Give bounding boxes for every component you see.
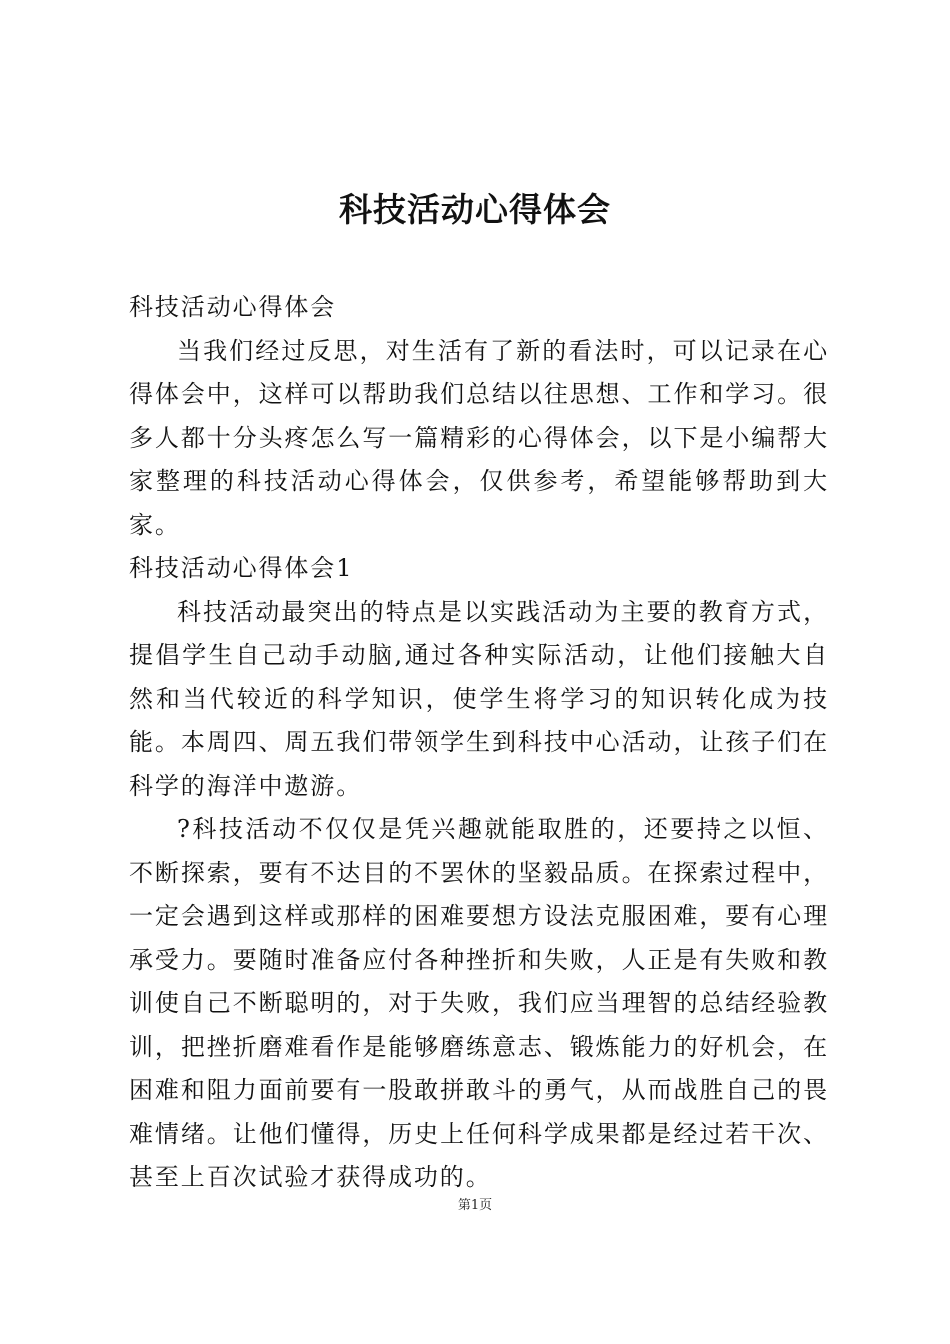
- body-heading: 科技活动心得体会: [129, 293, 337, 321]
- page-number: 第1页: [457, 1198, 493, 1213]
- body-paragraph: 科技活动最突出的特点是以实践活动为主要的教育方式，提倡学生自己动手动脑,通过各种实际活动，让他们接触大自然和当代较近的科学知识，使学生将学习的知识转化成为技能。本周四、周五我们带领学生到科技中心活动，让孩子们在科学的海洋中遨游。: [129, 597, 829, 800]
- document-title: 科技活动心得体会: [339, 190, 611, 229]
- body-paragraph: 当我们经过反思，对生活有了新的看法时，可以记录在心得体会中，这样可以帮助我们总结以往思想、工作和学习。很多人都十分头疼怎么写一篇精彩的心得体会，以下是小编帮大家整理的科技活动心得体会，仅供参考，希望能够帮助到大家。: [129, 336, 829, 539]
- section-heading: 科技活动心得体会1: [129, 554, 354, 582]
- document-body: [129, 286, 829, 1200]
- body-paragraph: ?科技活动不仅仅是凭兴趣就能取胜的，还要持之以恒、不断探索，要有不达目的不罢休的坚毅品质。在探索过程中，一定会遇到这样或那样的困难要想方设法克服困难，要有心理承受力。要随时准备应付各种挫折和失败，人正是有失败和教训使自己不断聪明的，对于失败，我们应当理智的总结经验教训，把挫折磨难看作是能够磨练意志、锻炼能力的好机会，在困难和阻力面前要有一股敢拼敢斗的勇气，从而战胜自己的畏难情绪。让他们懂得，历史上任何科学成果都是经过若干次、甚至上百次试验才获得成功的。: [129, 815, 829, 1191]
